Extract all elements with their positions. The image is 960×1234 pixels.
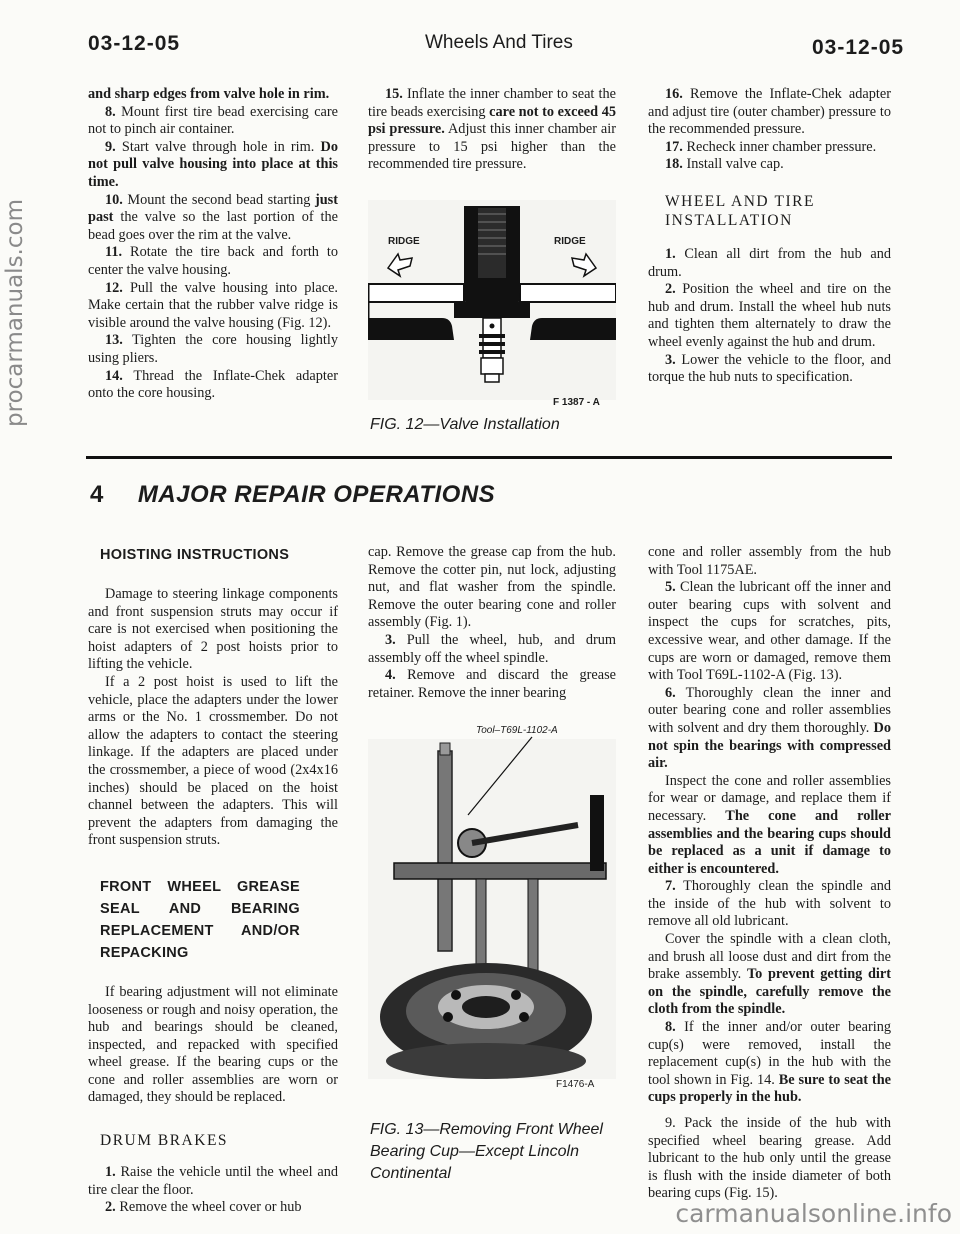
step-warning: Do not spin the bearings with compressed air. — [648, 719, 891, 772]
step-text: Rotate the tire back and forth to center the valve housing. — [88, 244, 338, 278]
ridge-label-right: RIDGE — [554, 236, 586, 247]
step-text: Remove the wheel cover or hub — [119, 1199, 302, 1216]
section-heading-wheel-tire: WHEEL AND TIRE INSTALLATION — [665, 192, 815, 229]
section-number: 4 — [90, 481, 104, 508]
figure-13-title: —Removing Front Wheel Bearing Cup—Except Lincoln Continental — [370, 1121, 603, 1182]
step-text: Raise the vehicle until the wheel and tire clear the floor. — [88, 1164, 338, 1198]
footer-watermark: carmanualsonline.info — [675, 1199, 952, 1228]
bottom-column-1 — [88, 544, 338, 1217]
heading-hoisting: HOISTING INSTRUCTIONS — [100, 547, 290, 563]
bottom-column-2 — [368, 544, 616, 702]
step-warning: care not to exceed 45 psi pressure. — [368, 103, 616, 138]
paragraph-warning: The cone and roller assemblies and the bearing cups should be replaced as a unit if damage to either is encountered. — [648, 807, 891, 877]
step-number: 13. — [105, 332, 123, 349]
page-title: Wheels And Tires — [425, 32, 573, 53]
step-text: If the inner and/or outer bearing cup(s) were removed, install the replacement cup(s) in the hub with the tool shown in Fig. 14. — [648, 1019, 891, 1088]
step-text: Thread the Inflate-Chek adapter onto the core housing. — [88, 367, 338, 402]
figure-13-caption — [370, 1119, 620, 1185]
step-text: Position the wheel and tire on the hub and drum. Install the wheel hub nuts and tighten them alternately to draw the wheel evenly against the hub and drum. — [648, 281, 891, 350]
step-text: Tighten the core housing lightly using pliers. — [88, 332, 338, 366]
step-number: 8. — [105, 103, 116, 120]
bottom-column-3 — [648, 544, 891, 1203]
figure-13-number: FIG. 13 — [370, 1121, 424, 1138]
step-number: 9. — [665, 1115, 676, 1131]
paragraph: If a 2 post hoist is used to lift the vehicle, place the adapters under the lower arms or the No. 1 crossmember. Do not allow the adapters to contact the steering linkage. If the adapters are placed under the crossmember, a piece of wood (2x4x16 inches) should be placed on the hoist channel between the adapters. This will prevent the adapters from damaging the front suspension struts. — [88, 673, 338, 849]
top-column-3 — [648, 86, 891, 387]
step-text: Remove and discard the grease retainer. Remove the inner bearing — [368, 667, 616, 701]
step-number: 1. — [105, 1164, 116, 1181]
paragraph: If bearing adjustment will not eliminate looseness or rough and noisy operation, the hub and bearings should be cleaned, inspected, and repacked with specified wheel grease. If the bearing cups or the cone and roller assemblies are worn or damaged, they should be replaced. — [88, 983, 338, 1106]
figure-12-title: —Valve Installation — [423, 416, 560, 433]
paragraph-warning: To prevent getting dirt on the spindle, carefully remove the cloth from the spindle. — [648, 966, 891, 1018]
step-text: Inflate the inner chamber to seat the tire beads exercising — [368, 86, 616, 120]
paragraph: Damage to steering linkage components and front suspension struts may occur if care is not exercised when positioning the hoist adapters of 2 post hoists prior to lifting the vehicle. — [88, 586, 338, 673]
figure-12 — [368, 200, 616, 400]
paragraph: cone and roller assembly from the hub with Tool 1175AE. — [648, 544, 891, 578]
step-emphasis: just past — [88, 191, 338, 226]
step-text: Clean all dirt from the hub and drum. — [648, 245, 891, 280]
step-number: 14. — [105, 367, 123, 384]
step-text: Recheck inner chamber pressure. — [686, 138, 877, 155]
page-code-right: 03-12-05 — [812, 36, 905, 59]
step-text: Clean the lubricant off the inner and outer bearing cups with solvent and inspect the cups for scratches, pits, excessive wear, and other damage. If the cups are worn or damaged, remove them with Tool T69L-1102-A (Fig. 13). — [648, 579, 891, 684]
page-code-left: 03-12-05 — [88, 32, 181, 55]
step-number: 4. — [385, 667, 396, 684]
paragraph-text: Cover the spindle with a clean cloth, and brush all loose dust and dirt from the brake assembly. — [648, 931, 891, 983]
step-number: 18. — [665, 156, 683, 173]
bearing-cup-removal-illustration — [368, 725, 616, 1095]
step-text: Pull the wheel, hub, and drum assembly off the wheel spindle. — [368, 631, 617, 666]
step-number: 6. — [665, 684, 676, 701]
valve-installation-illustration — [368, 200, 616, 400]
step-warning: Be sure to seat the cups properly in the hub. — [648, 1071, 891, 1106]
step-number: 16. — [665, 86, 683, 102]
step-number: 3. — [665, 351, 676, 368]
step-number: 2. — [105, 1199, 116, 1216]
heading-drum-brakes: DRUM BRAKES — [100, 1132, 229, 1150]
paragraph-text: Inspect the cone and roller assemblies for wear or damage, and replace them if necessary. — [648, 772, 891, 824]
figure-12-caption — [370, 414, 560, 436]
step-number: 2. — [665, 281, 676, 298]
step-text: Adjust this inner chamber air pressure to 15 psi higher than the recommended tire pressure. — [368, 121, 616, 173]
paragraph: cap. Remove the grease cap from the hub. Remove the cotter pin, nut lock, adjusting nut, and flat washer from the spindle. Remove the outer bearing cone and roller assembly (Fig. 1). — [368, 544, 616, 631]
step-number: 10. — [105, 191, 123, 208]
step-number: 1. — [665, 245, 676, 262]
step-number: 15. — [385, 86, 403, 102]
step-text: Mount first tire bead exercising care not to pinch air container. — [88, 103, 338, 138]
top-column-2 — [368, 86, 616, 174]
step-number: 9. — [105, 138, 116, 155]
section-heading — [90, 481, 495, 509]
step-warning: Do not pull valve housing into place at this time. — [88, 138, 338, 190]
step-number: 11. — [105, 244, 123, 261]
step-text: Start valve through hole in rim. — [121, 138, 315, 155]
step-number: 5. — [665, 579, 676, 596]
step-text: Pack the inside of the hub with specified wheel bearing grease. Add lubricant to the hub only until the grease is flush with the inside diameter of both bearing cups (Fig. 15). — [648, 1115, 892, 1202]
figure-13-code: F1476-A — [556, 1079, 595, 1090]
step-number: 17. — [665, 138, 683, 155]
step-number: 3. — [385, 631, 396, 648]
step-text: Lower the vehicle to the floor, and torque the hub nuts to specification. — [648, 351, 892, 386]
step-text: Remove the Inflate-Chek adapter and adjust tire (outer chamber) pressure to the recommended pressure. — [648, 86, 891, 138]
top-column-1 — [88, 86, 338, 403]
side-watermark — [2, 200, 28, 430]
step-text: the valve so the last portion of the bead goes over the rim at the valve. — [88, 209, 339, 243]
figure-13 — [368, 725, 616, 1095]
figure-13-tool-label: Tool–T69L-1102-A — [476, 725, 558, 736]
figure-12-number: FIG. 12 — [370, 416, 424, 433]
step-text: Install valve cap. — [686, 156, 784, 173]
side-watermark-text: procarmanuals.com — [2, 199, 28, 427]
text-line: and sharp edges from valve hole in rim. — [88, 86, 330, 102]
heading-front-wheel-bearing: FRONT WHEEL GREASE SEAL AND BEARING REPLACEMENT AND/OR REPACKING — [100, 878, 300, 961]
step-text: Thoroughly clean the spindle and the inside of the hub with solvent to remove all old lubricant. — [648, 878, 891, 930]
step-number: 7. — [665, 878, 676, 895]
step-number: 8. — [665, 1019, 676, 1036]
section-divider — [86, 456, 892, 459]
step-text: Thoroughly clean the inner and outer bearing cone and roller assemblies with solvent and dry them thoroughly. — [648, 684, 891, 736]
section-title: MAJOR REPAIR OPERATIONS — [137, 481, 496, 508]
ridge-label-left: RIDGE — [388, 236, 420, 247]
step-text: Mount the second bead starting — [127, 191, 311, 208]
step-number: 12. — [105, 279, 123, 296]
figure-12-code: F 1387 - A — [553, 397, 600, 408]
step-text: Pull the valve housing into place. Make certain that the rubber valve ridge is visible around the valve housing (Fig. 12). — [88, 279, 339, 331]
